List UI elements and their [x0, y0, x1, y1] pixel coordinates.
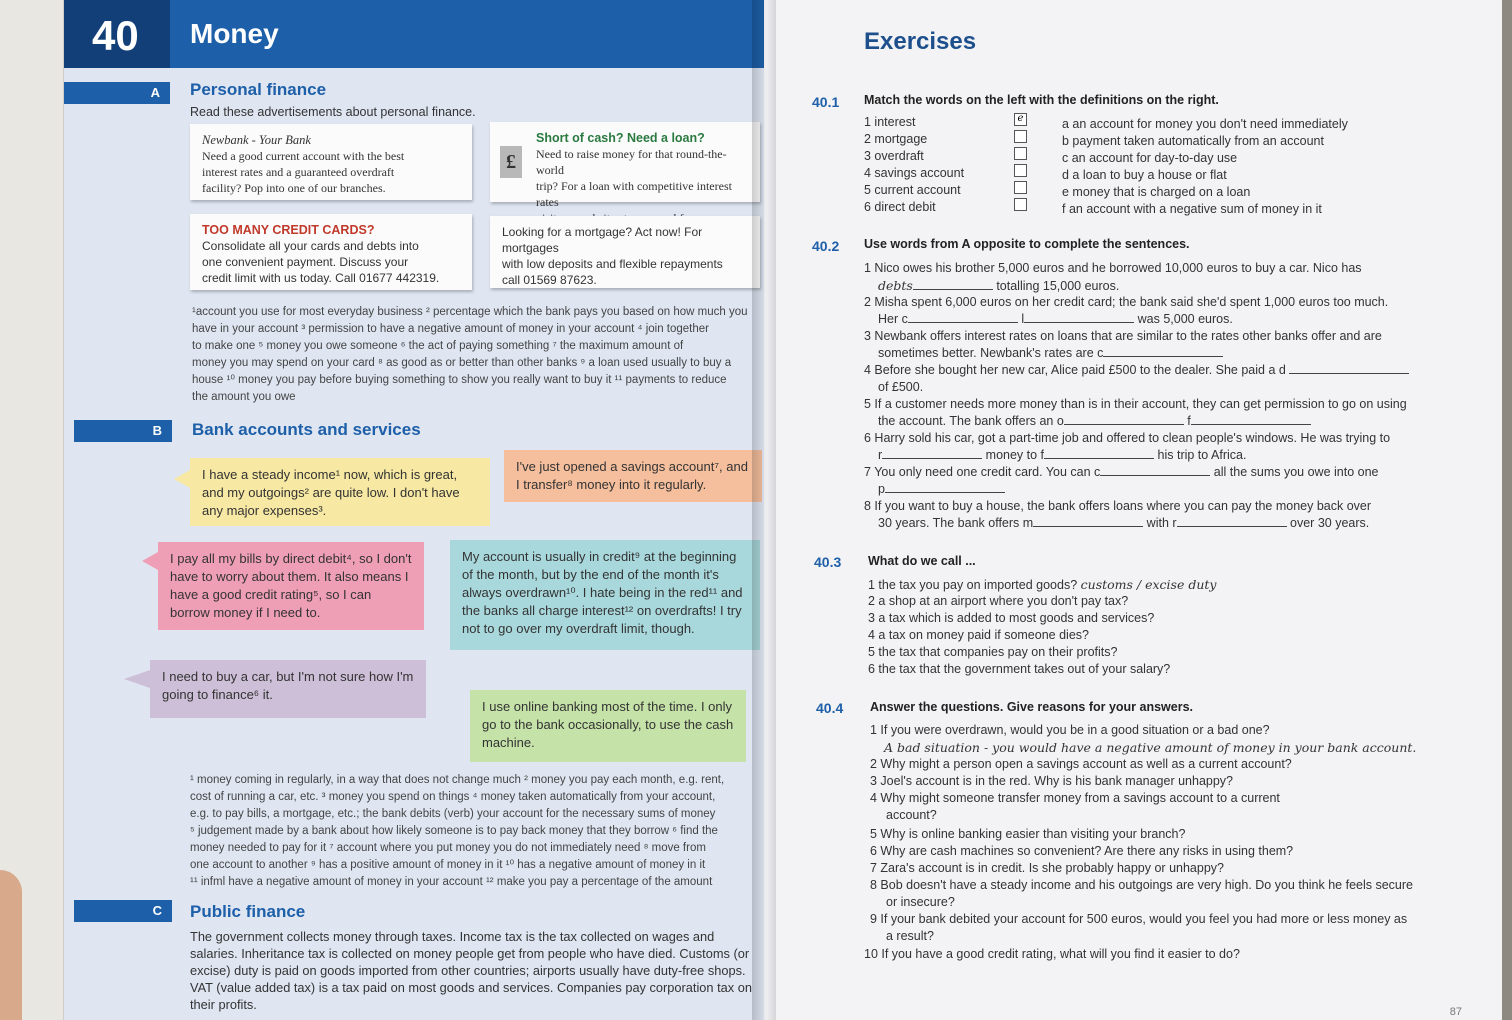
section-a-intro: Read these advertisements about personal finance. — [190, 105, 476, 119]
right-page: Exercises 40.1 Match the words on the left with the definitions on the right. 1 interest 2 mortgage 3 overdraft 4 savings account 5 current account 6 direct debit e a an account for money you don't need immediately b payment taken automatically from an account c an account for day-to-day use d a loan to buy a house or flat e money that is charged on a loan f an account with a negative sum of money in it 40.2 Use words from A opposite to complete the sentences. 1 Nico owes his brother 5,000 euros and he borrowed 10,000 euros to buy a car. Nico has debts totalling 15,000 euros. 2 Misha spent 6,000 euros on her credit card; the bank said she'd spent 1,000 euros too much. Her c l was 5,000 euros. 3 Newbank offers interest rates on loans that are similar to the rates other banks offer and are sometimes better. Newbank's rates are c 4 Before she bought her new car, Alice paid £500 to the dealer. She paid a d of £500. 5 If a customer needs more money than is in their account, they can get permission to go on using the account. The bank offers an o f 6 Harry sold his car, got a part-time job and offered to clean people's windows. He was trying to r money to f his trip to Africa. 7 You only need one credit card. You can c all the sums you owe into one p 8 If you want to buy a house, the bank offers loans where you can pay the money back over 30 years. The bank offers m with r over 30 years. 40.3 What do we call ... 1 the tax you pay on imported goods? customs / excise duty 2 a shop at an airport where you don't pay tax? 3 a tax which is added to most goods and services? 4 a tax on money paid if someone dies? 5 the tax that companies pay on their profits? 6 the tax that the government takes out of your salary? 40.4 Answer the questions. Give reasons for your answers. 1 If you were overdrawn, would you be in a good situation or a bad one? A bad situation - you would have a negative amount of money in your bank account. 2 Why might a person open a savings account as well as a current account? 3 Joel's account is in the red. Why is his bank manager unhappy? 4 Why might someone transfer money from a savings account to a current account? 5 Why is online banking easier than visiting your branch? 6 Why are cash machines so convenient? Are there any risks in using them? 7 Zara's account is in credit. Is she probably happy or unhappy? 8 Bob doesn't have a steady income and his outgoings are very high. Do you think he feels secure or insecure? 9 If your bank debited your account for 500 euros, would you feel you had more or less money as a result? 10 If you have a good credit rating, what will you find it easier to do? 87 — [764, 0, 1502, 1020]
exercise-40-3-number: 40.3 — [814, 554, 842, 570]
answer-box-2[interactable] — [1014, 130, 1027, 143]
section-b-tab: B — [74, 420, 172, 442]
section-c-text: The government collects money through taxes. Income tax is the tax collected on wages and salaries. Inheritance tax is collected on money people get from people who have died. Customs (or excise) duty is paid on goods imported from other countries; airports usually have duty-free shops. VAT (value added tax) is a tax paid on most goods and services. Companies pay corporation tax on their profits. — [190, 929, 752, 1012]
bubble-finance: I need to buy a car, but I'm not sure how I'm going to finance⁶ it. — [150, 660, 426, 718]
section-c-tab: C — [74, 900, 172, 922]
thumb — [0, 870, 22, 1020]
book-edge-left — [0, 0, 64, 1020]
ad-credit-cards: TOO MANY CREDIT CARDS? Consolidate all your cards and debts into one convenient payment. Discuss your credit limit with us today. Call 01677 442319. — [190, 214, 472, 290]
ad-loan: £ Short of cash? Need a loan? Need to raise money for that round-the-world trip? For a loan with competitive interest rates — [490, 122, 760, 202]
exercise-40-1-number: 40.1 — [812, 94, 840, 110]
answer-box-6[interactable] — [1014, 198, 1027, 211]
section-c-title: Public finance — [190, 902, 306, 921]
page-number: 87 — [1449, 1006, 1462, 1018]
answer-box-4[interactable] — [1014, 164, 1027, 177]
bubble-overdrawn: My account is usually in credit⁹ at the beginning of the month, but by the end of the month it's always overdrawn¹⁰. I hate being in the red¹¹ and the banks all charge interest¹² on overdrafts! I try not to go over my overdraft limit, though. — [450, 540, 760, 650]
answer-box-1[interactable]: e — [1014, 113, 1027, 126]
bubble-savings-account: I've just opened a savings account⁷, and I transfer⁸ money into it regularly. — [504, 450, 762, 502]
book-edge-right — [1502, 0, 1512, 1020]
handwritten-answer: customs / excise duty — [1080, 577, 1217, 592]
handwritten-answer-2: A bad situation - you would have a negative amount of money in your bank account. — [884, 740, 1417, 755]
ad-mortgage: Looking for a mortgage? Act now! For mortgages with low deposits and flexible repayments call 01569 87623. — [490, 216, 760, 288]
section-b-title: Bank accounts and services — [192, 420, 421, 439]
exercise-40-2-instruction: Use words from A opposite to complete the sentences. — [864, 237, 1190, 251]
answer-box-3[interactable] — [1014, 147, 1027, 160]
unit-header — [64, 0, 764, 68]
book-gutter — [752, 0, 776, 1020]
unit-number: 40 — [92, 12, 139, 59]
section-b-glossary: ¹ money coming in regularly, in a way that does not change much ² money you pay each month, e.g. rent, cost of running a car, etc. ³ money you spend on things ⁴ money taken automatically from your account, e.g. to pay bills, a mortgage, etc.; the bank debits (verb) your account for the necessary sums of money ⁵ judgement made by a bank about how likely someone is to pay back money that they borrow ⁶ find the money needed to pay for it ⁷ account where you put money you do not immediately need ⁸ move from one account to another ⁹ has a positive amount of money in it ¹⁰ has a negative amount of money in it ¹¹ infml have a negative amount of money in your account ¹² make you pay a percentage of the amount — [190, 774, 725, 888]
exercise-40-4-instruction: Answer the questions. Give reasons for your answers. — [870, 700, 1194, 714]
section-a-title: Personal finance — [190, 80, 327, 99]
pound-icon: £ — [500, 146, 522, 178]
exercise-40-1-instruction: Match the words on the left with the definitions on the right. — [864, 93, 1219, 107]
section-a-glossary: ¹account you use for most everyday business ² percentage which the bank pays you based on how much you have in your account ³ permission to have a negative amount of money in your account ⁴ join together to make one ⁵ money you owe someone ⁶ the act of paying something ⁷ the maximum amount of money you may spend on your card ⁸ as good as or better than other banks ⁹ a loan used usually to buy a house ¹⁰ money you pay before buying something to show you really want to buy it ¹¹ payments to reduce the amount you owe — [192, 306, 748, 403]
section-a-tab: A — [64, 82, 170, 104]
answer-box-5[interactable] — [1014, 181, 1027, 194]
exercises-title: Exercises — [864, 28, 977, 55]
left-page — [64, 0, 764, 1020]
unit-title: Money — [190, 18, 279, 49]
bubble-direct-debit: I pay all my bills by direct debit⁴, so I don't have to worry about them. It also means I have a good credit rating⁵, so I can borrow money if I need to. — [158, 542, 424, 630]
bubble-steady-income: I have a steady income¹ now, which is great, and my outgoings² are quite low. I don't have any major expenses³. — [190, 458, 490, 526]
exercise-40-3-instruction: What do we call ... — [868, 554, 976, 568]
ad-newbank: Newbank - Your Bank Need a good current account with the best interest rates and a guaranteed overdraft facility? Pop into one of our branches. — [190, 124, 472, 200]
exercise-40-2-number: 40.2 — [812, 238, 840, 254]
exercise-40-4-number: 40.4 — [816, 700, 844, 716]
bubble-online-banking: I use online banking most of the time. I only go to the bank occasionally, to use the cash machine. — [470, 690, 746, 762]
